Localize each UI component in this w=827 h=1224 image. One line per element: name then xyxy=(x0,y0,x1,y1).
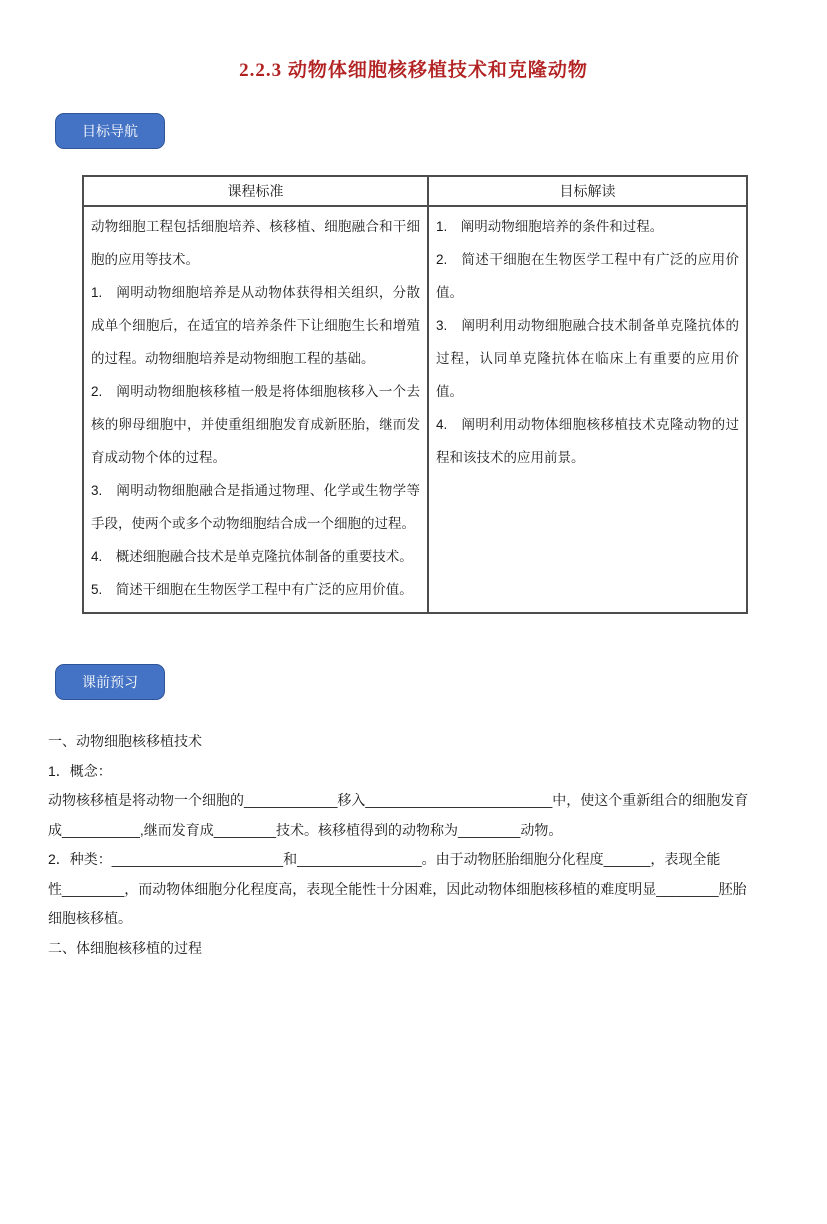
goal-item-3: 3. 阐明利用动物细胞融合技术制备单克隆抗体的过程，认同单克隆抗体在临床上有重要的应用价值。 xyxy=(436,318,739,399)
preview-heading-2: 二、体细胞核移植的过程 xyxy=(48,939,202,956)
table-body-row xyxy=(83,206,747,613)
preview-section xyxy=(48,727,781,963)
standards-table xyxy=(82,175,748,614)
course-standard-item-2: 2. 阐明动物细胞核移植一般是将体细胞核移入一个去核的卵母细胞中，并使重组细胞发育成新胚胎，继而发育成动物个体的过程。 xyxy=(91,384,420,465)
goal-interpretation-cell xyxy=(428,206,747,613)
preview-heading-1: 一、动物细胞核移植技术 xyxy=(48,733,202,749)
goal-item-1: 1. 阐明动物细胞培养的条件和过程。 xyxy=(436,219,664,234)
fill-blank-line-1: 动物核移植是将动物一个细胞的____________移入________________________中，使这个重新组合的细胞发育 xyxy=(48,792,749,808)
course-standard-item-3: 3. 阐明动物细胞融合是指通过物理、化学或生物学等手段，使两个或多个动物细胞结合成一个细胞的过程。 xyxy=(91,483,420,531)
preview-concept-label: 1．概念： xyxy=(48,762,112,779)
fill-blank-line-3: 2．种类：______________________和________________。由于动物胚胎细胞分化程度______，表现全能 xyxy=(48,851,721,867)
fill-blank-line-2: 成__________,继而发育成________技术。核移植得到的动物称为________动物。 xyxy=(48,821,563,838)
goal-navigation-badge: 目标导航 xyxy=(55,113,165,149)
course-standard-item-4: 4. 概述细胞融合技术是单克隆抗体制备的重要技术。 xyxy=(91,549,413,564)
course-standard-intro: 动物细胞工程包括细胞培养、核移植、细胞融合和干细胞的应用等技术。 xyxy=(91,219,420,267)
fill-blank-line-4: 性________，而动物体细胞分化程度高，表现全能性十分困难，因此动物体细胞核移植的难度明显________胚胎 xyxy=(48,880,747,897)
table-header-row xyxy=(83,176,747,206)
goal-item-2: 2. 简述干细胞在生物医学工程中有广泛的应用价值。 xyxy=(436,252,739,300)
fill-blank-line-5: 细胞核移植。 xyxy=(48,910,132,926)
course-standard-item-1: 1. 阐明动物细胞培养是从动物体获得相关组织，分散成单个细胞后，在适宜的培养条件下让细胞生长和增殖的过程。动物细胞培养是动物细胞工程的基础。 xyxy=(91,285,420,366)
page-title: 2.2.3 动物体细胞核移植技术和克隆动物 xyxy=(239,60,588,81)
goal-item-4: 4. 阐明利用动物体细胞核移植技术克隆动物的过程和该技术的应用前景。 xyxy=(436,417,739,465)
preview-badge: 课前预习 xyxy=(55,664,165,700)
course-standard-cell xyxy=(83,206,428,613)
column-header-goal-interpretation: 目标解读 xyxy=(428,176,747,206)
course-standard-item-5: 5. 简述干细胞在生物医学工程中有广泛的应用价值。 xyxy=(91,582,413,597)
column-header-course-standard: 课程标准 xyxy=(83,176,428,206)
